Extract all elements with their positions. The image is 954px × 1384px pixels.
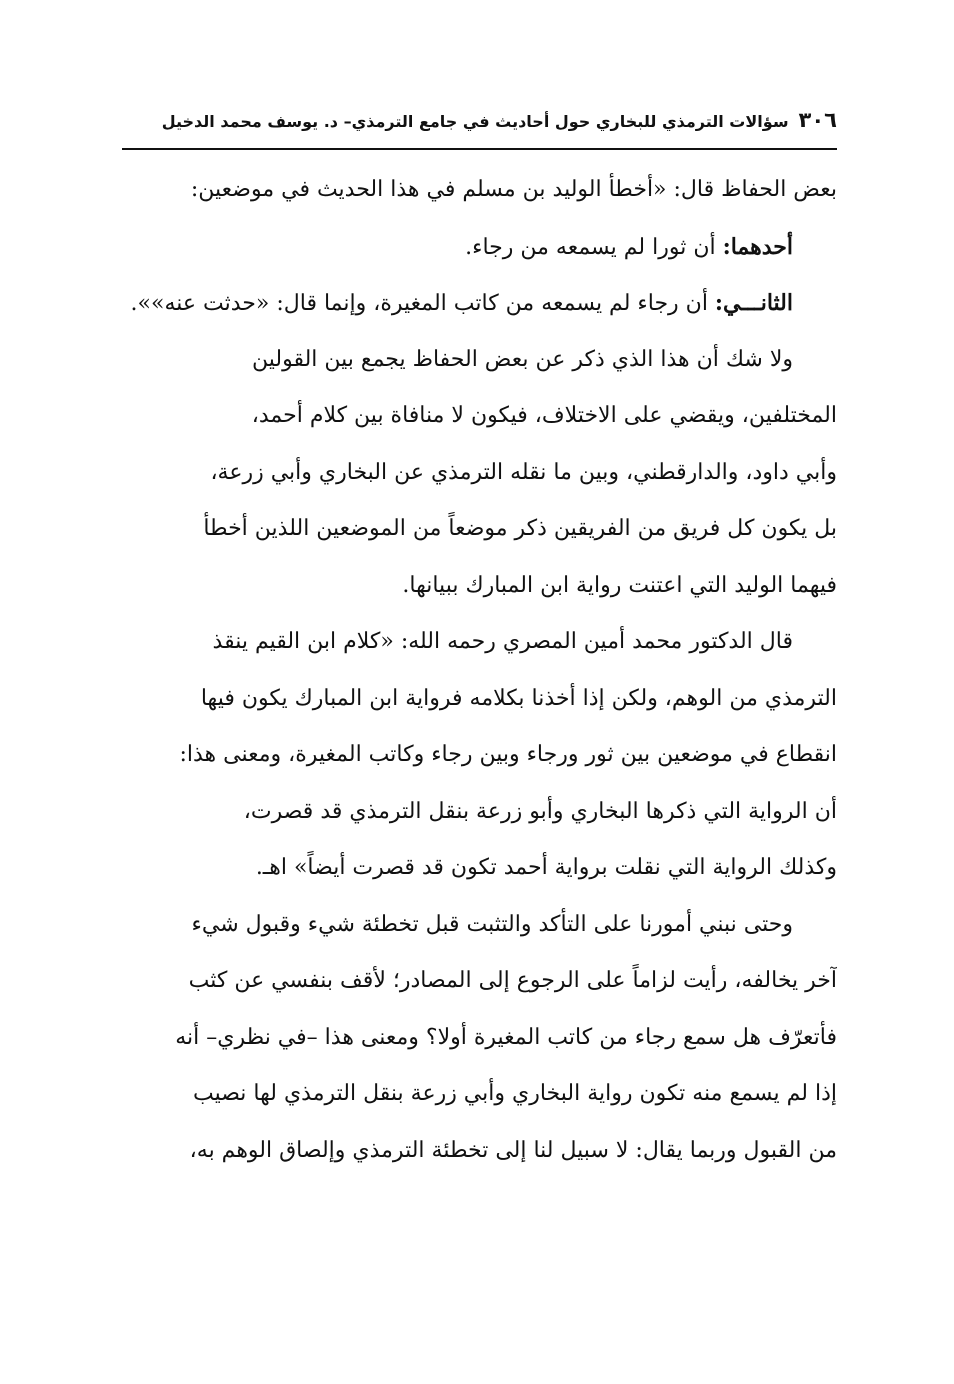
body-text <box>122 162 837 1179</box>
text-line: بعض الحفاظ قال: «أخطأ الوليد بن مسلم في هذا الحديث في موضعين: <box>190 177 837 202</box>
text-line: فأتعرّف هل سمع رجاء من كاتب المغيرة أولا؟ ومعنى هذا –في نظري– أنه <box>175 1024 837 1050</box>
text-line: فيهما الوليد التي اعتنت رواية ابن المبارك ببيانها. <box>402 572 837 598</box>
text-line <box>122 275 837 332</box>
text-line: ولا شك أن هذا الذي ذكر عن بعض الحفاظ يجمع بين القولين <box>251 346 793 372</box>
page-number: ٣٠٦ <box>798 108 837 132</box>
text-line: إذا لم يسمع منه تكون رواية البخاري وأبي زرعة بنقل الترمذي لها نصيب <box>192 1081 837 1106</box>
point-text-second: أن رجاء لم يسمعه من كاتب المغيرة، وإنما قال: «حدثت عنه»». <box>130 291 715 316</box>
text-line: المختلفين، ويقضي على الاختلاف، فيكون لا منافاة بين كلام أحمد، <box>251 403 837 428</box>
text-line: وكذلك الرواية التي نقلت برواية أحمد تكون قد قصرت أيضاً» اهـ. <box>255 855 837 880</box>
text-line: وحتى نبني أمورنا على التأكد والتثبت قبل تخطئة شيء وقبول شيء <box>191 911 793 937</box>
running-header <box>122 108 837 150</box>
text-line: من القبول وربما يقال: لا سبيل لنا إلى تخطئة الترمذي وإلصاق الوهم به، <box>189 1137 837 1163</box>
text-line: انقطاع في موضعين بين ثور ورجاء وبين رجاء وكاتب المغيرة، ومعنى هذا: <box>179 742 837 767</box>
text-line: أن الرواية التي ذكرها البخاري وأبو زرعة بنقل الترمذي قد قصرت، <box>243 798 837 824</box>
document-page <box>122 108 837 1228</box>
text-line: آخر يخالفه، رأيت لزاماً على الرجوع إلى المصادر؛ لأقف بنفسي عن كثب <box>188 968 837 993</box>
text-line <box>122 219 837 276</box>
point-text-first: أن ثورا لم يسمعه من رجاء. <box>465 234 723 260</box>
point-label-second: الثانـــي: <box>714 290 793 316</box>
text-line: بل يكون كل فريق من الفريقين ذكر موضعاً من الموضعين اللذين أخطأ <box>203 516 837 541</box>
text-line: وأبي داود، والدارقطني، وبين ما نقله الترمذي عن البخاري وأبي زرعة، <box>210 459 837 485</box>
running-title: سؤالات الترمذي للبخاري حول أحاديث في جامع الترمذي– د. يوسف محمد الدخيل <box>161 112 789 131</box>
point-label-first: أحدهما: <box>722 233 793 260</box>
text-line: الترمذي من الوهم، ولكن إذا أخذنا بكلامه فرواية ابن المبارك يكون فيها <box>200 685 837 711</box>
text-line: قال الدكتور محمد أمين المصري رحمه الله: «كلام ابن القيم ينقذ <box>212 629 793 654</box>
